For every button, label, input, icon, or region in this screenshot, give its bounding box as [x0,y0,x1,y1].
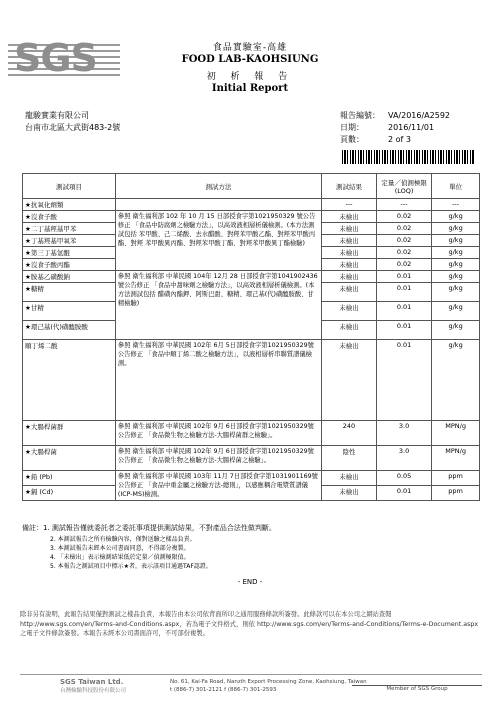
method-cell [115,199,321,211]
meta-label: 日期： [340,123,364,132]
meta-row [340,110,450,122]
client-block [25,110,120,134]
unit-cell: g/kg [432,321,480,340]
report-title-cn: 初 析 報 告 [206,72,294,82]
result-cell: 未檢出 [322,471,377,486]
results-table [22,173,480,501]
loq-cell: 0.01 [376,302,431,321]
report-date: 2016/11/01 [388,123,435,132]
footer-address-line: No. 61, Kai-Fa Road, Nanzih Export Processing Zone, Kaohsiung, Taiwan [170,679,367,685]
unit-cell: ppm [432,471,480,486]
logo-text: SGS [14,36,97,80]
lab-name-en: FOOD LAB-KAOHSIUNG [181,54,319,65]
remark-lead: 備註：1. 測試報告僅就委託者之委託事項提供測試結果，不對產品合法性做判斷。 [22,524,276,532]
item-cell: ★丁基羥基甲氧苯 [23,235,116,247]
loq-cell: 0.02 [376,247,431,259]
loq-cell: --- [376,199,431,211]
item-cell: ★沒食子酸 [23,211,116,223]
item-cell: ★沒食子酸丙酯 [23,259,116,271]
meta-row [340,134,450,146]
result-cell: 未檢出 [322,235,377,247]
loq-cell: 3.0 [376,421,431,446]
table-row [23,446,480,471]
remark-item: 3. 本測試報告未經本公司書面同意，不得部分複製。 [50,545,190,552]
result-cell: 陰性 [322,446,377,471]
meta-label: 頁數： [340,135,364,144]
method-cell: 參照 衛生福利部 中華民國 102年 9月 6日部授食字第1021950329號公告修正 「食品微生物之檢驗方法-大腸桿菌群之檢驗」。 [115,421,321,446]
unit-cell: ppm [432,486,480,501]
header-result: 測試結果 [322,174,377,199]
unit-cell: --- [432,199,480,211]
item-cell: ★第三丁基氫醌 [23,247,116,259]
result-cell: 未檢出 [322,211,377,223]
item-cell: ★甘精 [23,302,116,321]
remark-list [22,535,482,571]
footer-company [60,678,126,694]
footer-company-en: SGS Taiwan Ltd. [60,678,124,686]
report-title-en: Initial Report [211,83,289,94]
remark-item: 4. 「未檢出」表示檢測結果低於定量／偵測極限值。 [50,554,190,561]
item-cell: ★鉛 (Pb) [23,471,116,486]
loq-cell: 0.01 [376,486,431,501]
method-cell: 參照 衛生福利部 中華民國 102年 6月 5日部授食字第1021950329號公告修正 「食品中順丁烯二酸之檢驗方法」，以液相層析串聯質譜儀檢測。 [115,340,321,421]
unit-cell: MPN/g [432,446,480,471]
table-row [23,340,480,421]
unit-cell: g/kg [432,302,480,321]
remark-item: 5. 本報告之測試項目中標示★者，表示該項目通過TAF認證。 [50,563,212,570]
unit-cell: g/kg [432,340,480,421]
remark-item: 2. 本測試報告之所有檢驗內容，僅對送驗之樣品負責。 [50,536,196,543]
item-cell: ★大腸桿菌群 [23,421,116,446]
table-row [23,421,480,446]
unit-cell: g/kg [432,247,480,259]
loq-cell: 3.0 [376,446,431,471]
item-cell: 順丁烯二酸 [23,340,116,421]
result-cell: 未檢出 [322,340,377,421]
table-row [23,199,480,211]
loq-cell: 0.02 [376,259,431,271]
item-cell: ★大腸桿菌 [23,446,116,471]
unit-cell: MPN/g [432,421,480,446]
item-cell: ★糖精 [23,283,116,302]
item-cell: ★抗氧化劑類 [23,199,116,211]
loq-cell: 0.02 [376,223,431,235]
table-row [23,211,480,223]
unit-cell: g/kg [432,223,480,235]
method-cell: 參照 衛生福利部 中華民國 102年 9月 6日部授食字第1021950329號公告修正 「食品微生物之檢驗方法-大腸桿菌之檢驗」。 [115,446,321,471]
result-cell: 未檢出 [322,302,377,321]
meta-label: 報告編號： [340,111,380,120]
end-marker: - END - [237,578,263,586]
item-cell: ★環己基(代)磺醯胺酸 [23,321,116,340]
result-cell: 未檢出 [322,321,377,340]
lab-name-cn: 食品實驗室-高雄 [212,43,288,53]
result-cell: --- [322,199,377,211]
result-cell: 未檢出 [322,223,377,235]
remarks [22,522,482,571]
table-header-row [23,174,480,199]
method-cell: 參照 衛生福利部 中華民國 103年 11月 7日部授食字第1031901169號公告修正 「食品中重金屬之檢驗方法-總則」，以感應耦合電漿質譜儀(ICP-MS)檢測。 [115,471,321,501]
barcode [342,150,474,164]
item-cell: ★胺基乙磺酸鈉 [23,271,116,283]
method-cell: 參照 衛生福利部 102 年 10 月 15 日部授食字第1021950329 號公告修正 「食品中防腐劑之檢驗方法」，以高效液相層析儀檢測。(本方法測試包括 苯甲酸、己二烯酸、去水醋酸、對羥苯甲酸乙酯、對羥苯甲酸丙酯、對羥 苯甲酸異丙酯、對羥苯甲酸丁酯、對羥苯甲酸異丁酯檢驗) [115,211,321,271]
unit-cell: g/kg [432,235,480,247]
client-address: 台南市北區大武街483-2號 [25,123,121,132]
table-row [23,471,480,486]
item-cell: ★二丁基羥基甲苯 [23,223,116,235]
header-item: 測試項目 [23,174,116,199]
footer-phone: t (886-7) 301-2121 f (886-7) 301-2593 [170,687,277,693]
loq-cell: 0.01 [376,271,431,283]
footer-company-cn: 台灣檢驗科技股份有限公司 [60,688,127,694]
unit-cell: g/kg [432,211,480,223]
footer-member: Member of SGS Group [352,685,482,692]
result-cell: 未檢出 [322,247,377,259]
result-cell: 240 [322,421,377,446]
terms-fine-print: 除非另有說明，此報告結果僅對測試之樣品負責，本報告由本公司依背面所印之通用服務條款所簽發。此條款可以在本公司之網站查閱 http://www.sgs.com/en/Terms-and-Conditions.aspx，若為電子文件格式，則依 http://www.sgs.com/en/Terms-and-Conditions/Terms-e-Document.aspx 之電子文件條款簽發。本報告未經本公司書面許可，不可部份複製。 [20,611,479,637]
result-cell: 未檢出 [322,271,377,283]
result-cell: 未檢出 [322,486,377,501]
footer-address [170,678,367,694]
meta-row [340,122,450,134]
loq-cell: 0.05 [376,471,431,486]
loq-cell: 0.01 [376,340,431,421]
result-cell: 未檢出 [322,259,377,271]
loq-cell: 0.01 [376,283,431,302]
report-number: VA/2016/A2592 [388,111,451,120]
report-meta [340,110,450,146]
page-footer [20,674,482,699]
page-count: 2 of 3 [388,135,411,144]
result-cell: 未檢出 [322,283,377,302]
method-cell: 參照 衛生福利部 中華民國 104年 12月 28 日部授食字第1041902436號公告修正 「食品中甜味劑之檢驗方法」，以高效液相層析儀檢測。(本方法測試包括 醋磺內酯鉀、阿斯巴甜、糖精、環己基(代)磺醯胺酸、甘精檢驗) [115,271,321,340]
unit-cell: g/kg [432,259,480,271]
unit-cell: g/kg [432,271,480,283]
header-method: 測試方法 [115,174,321,199]
loq-cell: 0.02 [376,235,431,247]
item-cell: ★鎘 (Cd) [23,486,116,501]
header-unit: 單位 [432,174,480,199]
loq-cell: 0.02 [376,211,431,223]
header-loq: 定量／偵測極限(LOQ) [376,174,431,199]
unit-cell: g/kg [432,283,480,302]
client-name: 龍駿實業有限公司 [25,111,89,120]
table-row [23,271,480,283]
loq-cell: 0.01 [376,321,431,340]
